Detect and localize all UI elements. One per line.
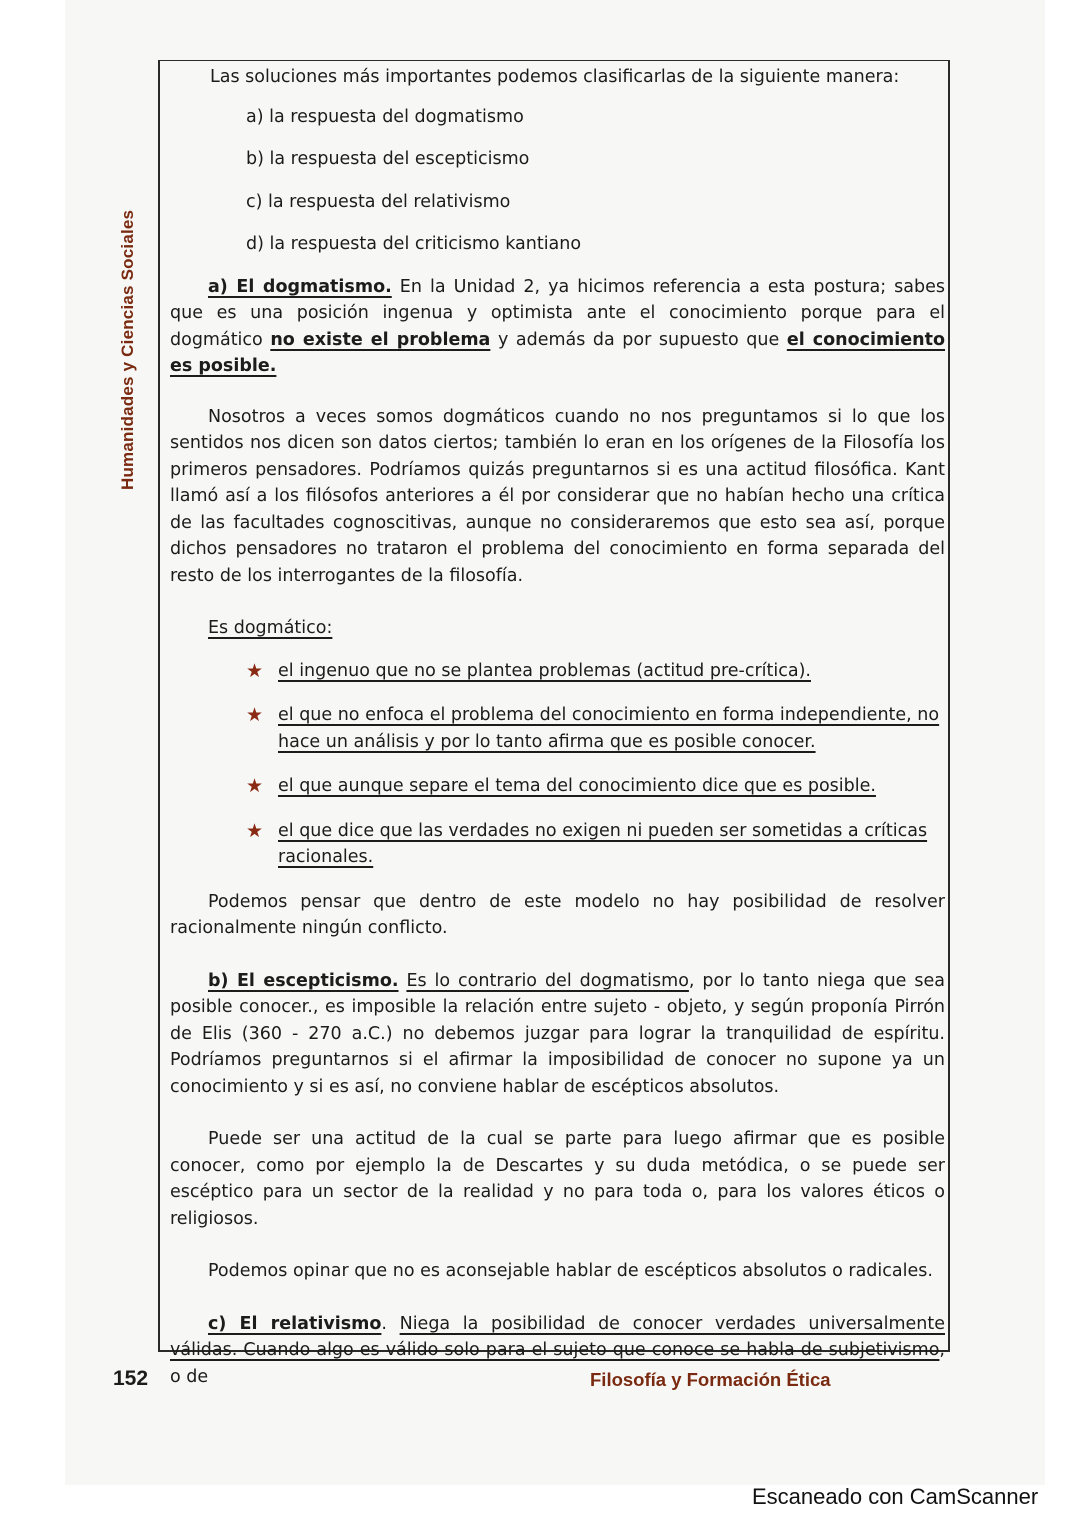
escepticismo-text: , por lo tanto niega que sea posible conocer., es imposible la relación entre sujeto - objeto, y según proponía Pirrón de Elis (360 - 270 a.C.) no debemos juzgar para lograr la tranquilidad de espíritu. Podríamos preguntarnos si el afirmar la imposibilidad de conocer no supone ya un conocimiento y si es así, no conviene hablar de escépticos absolutos. (170, 970, 945, 1097)
escepticismo-paragraph (170, 968, 945, 1101)
dogmatic-item: ★ el que aunque separe el tema del conocimiento dice que es posible. (246, 773, 945, 800)
escepticismo-highlight: Es lo contrario del dogmatismo (406, 970, 689, 991)
footer-title: Filosofía y Formación Ética (590, 1369, 831, 1390)
scanner-watermark: Escaneado con CamScanner (752, 1484, 1039, 1509)
relativismo-text: , o de (170, 1340, 945, 1387)
model-paragraph: Podemos pensar que dentro de este modelo no hay posibilidad de resolver racionalmente ningún conflicto. (170, 891, 945, 938)
solution-item: a) la respuesta del dogmatismo (246, 106, 524, 127)
escepticismo-heading: b) El escepticismo. (208, 970, 399, 991)
dogmatismo-explanation: Nosotros a veces somos dogmáticos cuando no nos preguntamos si lo que los sentidos nos dicen son datos ciertos; también lo eran en los orígenes de la Filosofía los primeros pensadores. Podríamos quizás preguntarnos si es una actitud filosófica. Kant llamó así a los filósofos anteriores a él por considerar que no habían hecho una crítica de las facultades cognoscitivas, aunque no consideraremos que esto sea así, porque dichos pensadores no trataron el problema del conocimiento en forma separada del resto de los interrogantes de la filosofía. (170, 406, 945, 586)
dogmatismo-paragraph (170, 274, 945, 380)
dogmatic-list (170, 658, 945, 871)
page-content (170, 64, 945, 1390)
star-icon: ★ (246, 775, 264, 797)
star-icon: ★ (246, 704, 264, 726)
descartes-paragraph: Puede ser una actitud de la cual se parte para luego afirmar que es posible conocer, como por ejemplo la de Descartes y su duda metódica, o se puede ser escéptico para un sector de la realidad y no para toda o, para los valores éticos o religiosos. (170, 1129, 945, 1229)
solution-item: d) la respuesta del criticismo kantiano (246, 234, 582, 254)
escepticos-paragraph: Podemos opinar que no es aconsejable hablar de escépticos absolutos o radicales. (208, 1261, 933, 1281)
dogmatismo-highlight: no existe el problema (270, 329, 491, 350)
star-icon: ★ (246, 819, 264, 842)
solutions-list (170, 104, 945, 258)
section-side-label: Humanidades y Ciencias Sociales (118, 209, 137, 490)
dogmatic-item: ★ el que no enfoca el problema del conocimiento en forma independiente, no hace un análisis y por lo tanto afirma que es posible conocer. (246, 704, 940, 752)
intro-text: Las soluciones más importantes podemos clasificarlas de la siguiente manera: (210, 67, 900, 87)
relativismo-heading: c) El relativismo (208, 1313, 382, 1334)
es-dogmatico-heading: Es dogmático: (208, 618, 333, 638)
solution-item: c) la respuesta del relativismo (246, 191, 511, 212)
solution-item: b) la respuesta del escepticismo (246, 149, 530, 169)
star-icon: ★ (246, 659, 264, 682)
relativismo-paragraph: c) El relativismo. Niega la posibilidad de conocer verdades universalmente válidas. Cuando algo es válido solo para el sujeto que conoce se habla de subjetivismo, o de (170, 1313, 945, 1387)
dogmatismo-heading: a) El dogmatismo. (208, 276, 392, 297)
dogmatismo-highlight: el conocimiento es posible. (170, 329, 945, 376)
dogmatic-item: ★ el ingenuo que no se plantea problemas (actitud pre-crítica). (246, 658, 945, 685)
dogmatismo-text: y además da por supuesto que (490, 329, 787, 350)
page-number: 152 (113, 1367, 149, 1390)
dogmatic-item: ★ el que dice que las verdades no exigen ni pueden ser sometidas a críticas racionales. (246, 819, 928, 867)
relativismo-highlight: Niega la posibilidad de conocer verdades universalmente válidas. Cuando algo es válido solo para el sujeto que conoce se habla de subjetivismo (170, 1313, 945, 1360)
dogmatismo-text: En la Unidad 2, ya hicimos referencia a esta postura; sabes que es una posición ingenua y optimista ante el conocimiento porque para el dogmático (170, 276, 945, 350)
